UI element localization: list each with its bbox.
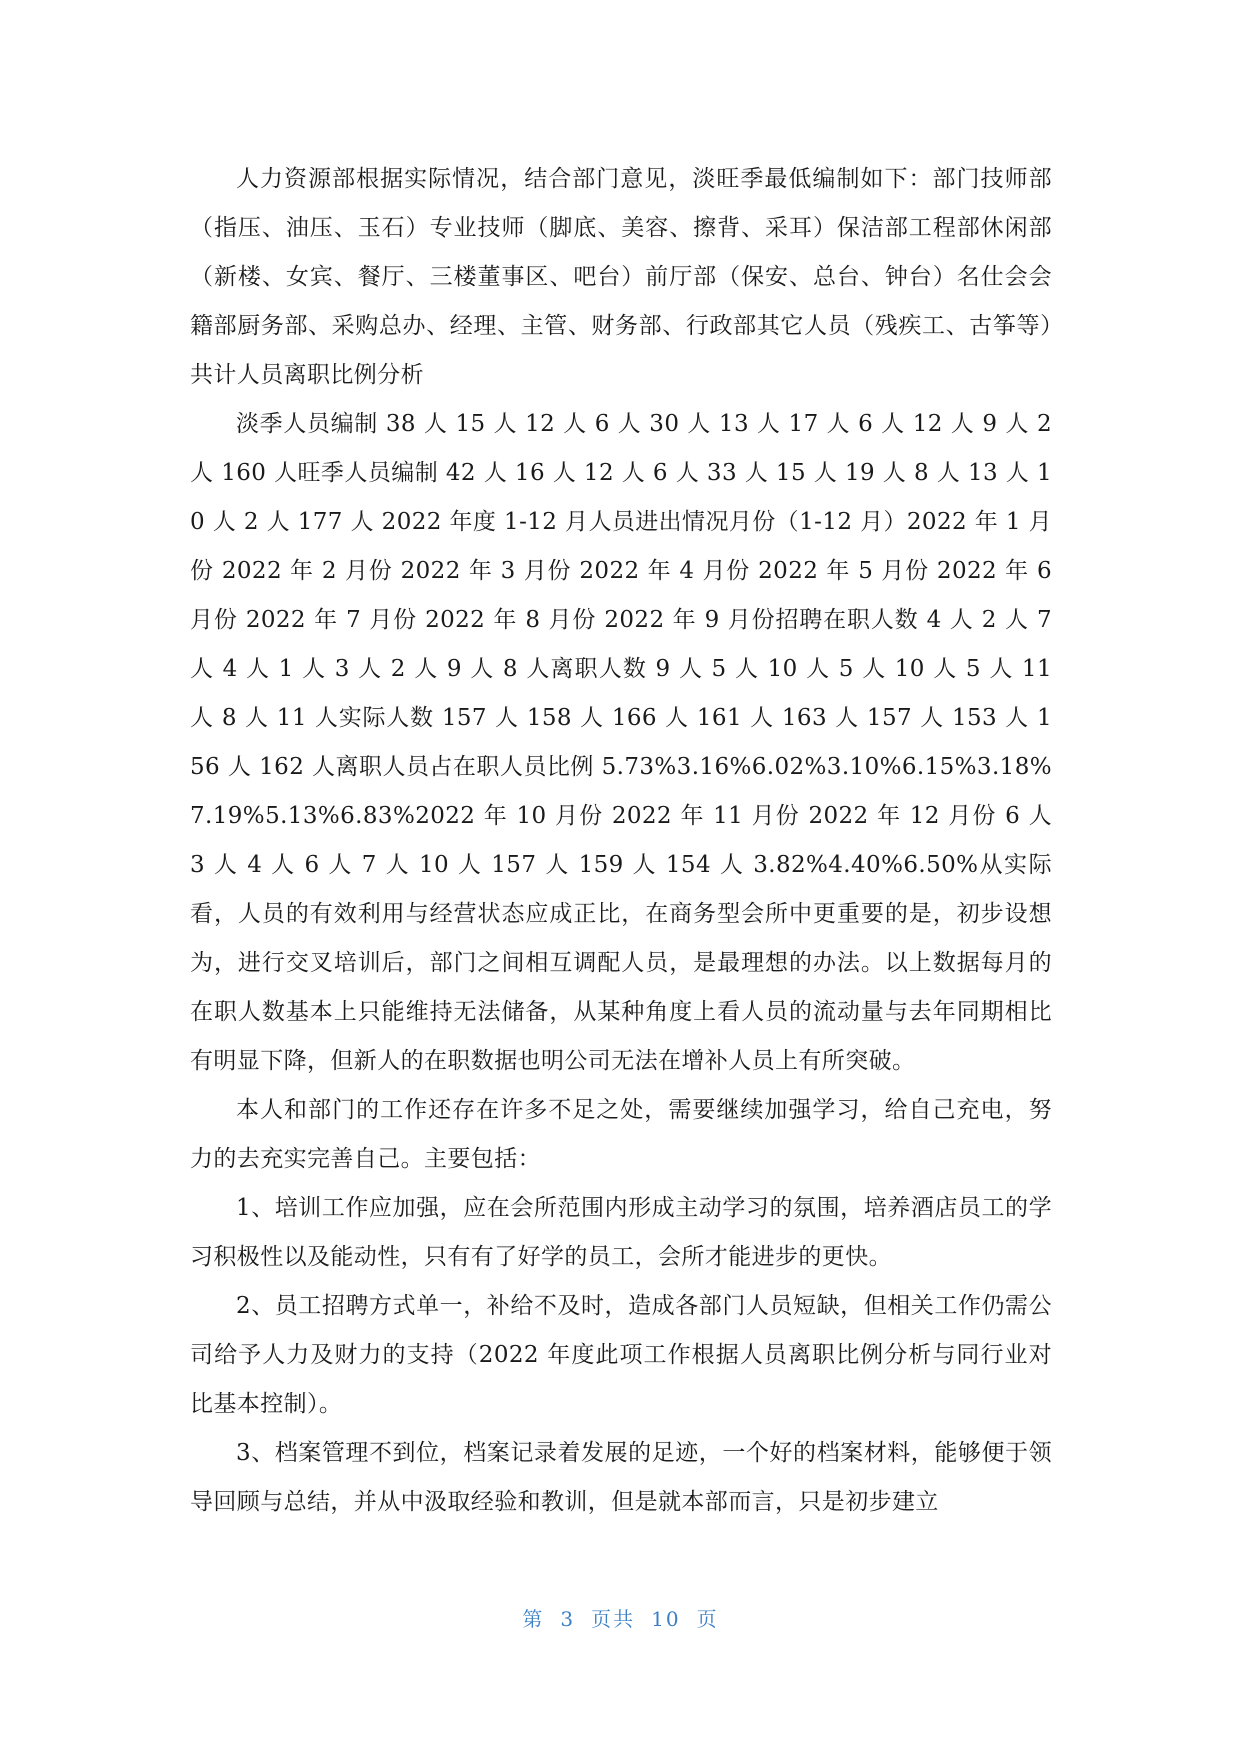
footer-prefix: 第 — [522, 1607, 545, 1631]
paragraph-item-archives: 3、档案管理不到位，档案记录着发展的足迹，一个好的档案材料，能够便于领导回顾与总结，并从中汲取经验和教训，但是就本部而言，只是初步建立 — [190, 1440, 1052, 1515]
footer-current-page: 3 — [560, 1607, 576, 1631]
page-footer — [0, 1603, 1241, 1632]
paragraph-item-training: 1、培训工作应加强，应在会所范围内形成主动学习的氛围，培养酒店员工的学习积极性以及能动性，只有有了好学的员工，会所才能进步的更快。 — [190, 1195, 1052, 1270]
document-body — [190, 155, 1052, 1527]
paragraph-turnover-data: 淡季人员编制 38 人 15 人 12 人 6 人 30 人 13 人 17 人 6 人 12 人 9 人 2 人 160 人旺季人员编制 42 人 16 人 12 人 6 人 33 人 15 人 19 人 8 人 13 人 10 人 2 人 177 人 2022 年度 1-12 月人员进出情况月份（1-12 月）2022 年 1 月份 2022 年 2 月份 2022 年 3 月份 2022 年 4 月份 2022 年 5 月份 2022 年 6 月份 2022 年 7 月份 2022 年 8 月份 2022 年 9 月份招聘在职人数 4 人 2 人 7 人 4 人 1 人 3 人 2 人 9 人 8 人离职人数 9 人 5 人 10 人 5 人 10 人 5 人 11 人 8 人 11 人实际人数 157 人 158 人 166 人 161 人 163 人 157 人 153 人 156 人 162 人离职人员占在职人员比例 5.73%3.16%6.02%3.10%6.15%3.18%7.19%5.13%6.83%2022 年 10 月份 2022 年 11 月份 2022 年 12 月份 6 人 3 人 4 人 6 人 7 人 10 人 157 人 159 人 154 人 3.82%4.40%6.50%从实际看，人员的有效利用与经营状态应成正比，在商务型会所中更重要的是，初步设想为，进行交叉培训后，部门之间相互调配人员，是最理想的办法。以上数据每月的在职人数基本上只能维持无法储备，从某种角度上看人员的流动量与去年同期相比有明显下降，但新人的在职数据也明公司无法在增补人员上有所突破。 — [190, 411, 1052, 1074]
paragraph-item-recruitment: 2、员工招聘方式单一，补给不及时，造成各部门人员短缺，但相关工作仍需公司给予人力及财力的支持（2022 年度此项工作根据人员离职比例分析与同行业对比基本控制）。 — [190, 1293, 1052, 1417]
footer-total-pages: 10 — [651, 1607, 681, 1631]
paragraph-staffing-plan: 人力资源部根据实际情况，结合部门意见，淡旺季最低编制如下：部门技师部（指压、油压、玉石）专业技师（脚底、美容、擦背、采耳）保洁部工程部休闲部（新楼、女宾、餐厅、三楼董事区、吧台）前厅部（保安、总台、钟台）名仕会会籍部厨务部、采购总办、经理、主管、财务部、行政部其它人员（残疾工、古筝等）共计人员离职比例分析 — [190, 166, 1052, 388]
footer-suffix: 页 — [696, 1607, 719, 1631]
paragraph-shortcomings-intro: 本人和部门的工作还存在许多不足之处，需要继续加强学习，给自己充电，努力的去充实完善自己。主要包括： — [190, 1097, 1052, 1172]
footer-middle: 页共 — [591, 1607, 636, 1631]
